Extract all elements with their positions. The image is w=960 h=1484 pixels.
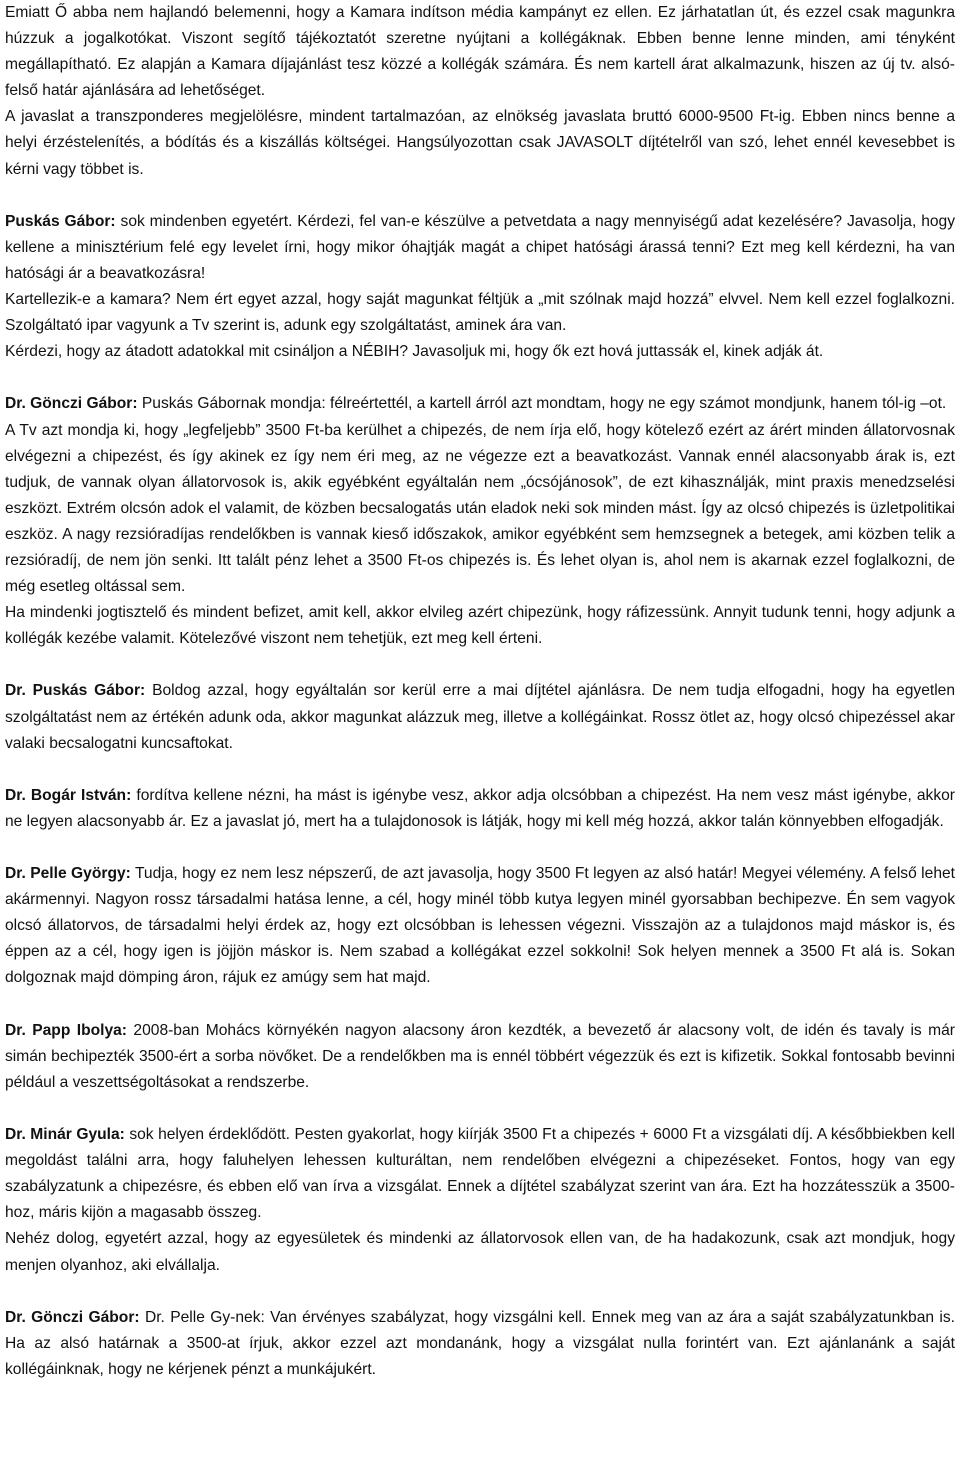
speaker-name: Dr. Bogár István:: [5, 786, 132, 804]
speaker-name: Dr. Gönczi Gábor:: [5, 1308, 140, 1326]
paragraph-spacer: [5, 757, 955, 783]
paragraph-text: 2008-ban Mohács környékén nagyon alacsony áron kezdték, a bevezető ár alacsony volt, de idén és tavaly is már simán bechipezték 3500-ért a sorba növőket. De a rendelőkben ma is ennél többért végezzük és ezt is kifizetik. Sokkal fontosabb bevinni például a veszettségoltásokat a rendszerbe.: [5, 1021, 956, 1091]
speaker-paragraph: [5, 209, 955, 287]
paragraph: [5, 287, 955, 339]
paragraph-text: A Tv azt mondja ki, hogy „legfeljebb” 3500 Ft-ba kerülhet a chipezés, de nem írja elő, hogy kötelező ezért az árért minden állatorvosnak elvégezni a chipezést, és így akinek ez így nem éri meg, az ne végezze ezt a beavatkozást. Vannak ennél alacsonyabb árak is, ezt tudjuk, de vannak olyan állatorvosok is, akik egyébként egyáltalán nem „ócsójánosok”, de ezt kihasználják, mint praxis menedzselési eszközt. Extrém olcsón adok el valamit, de közben becsalogatás után eladok neki sok minden mást. Így az olcsó chipezés is üzletpolitikai eszköz. A nagy rezsióradíjas rendelőkben is vannak kieső időszakok, amikor egyébként sem hemzsegnek a betegek, ami közben telik a rezsióradíj, de nem jön senki. Itt talált pénz lehet a 3500 Ft-os chipezés is. És lehet olyan is, ahol nem is akarnak ezzel foglalkozni, de még esetleg oltással sem.: [5, 421, 955, 596]
paragraph-text: Boldog azzal, hogy egyáltalán sor kerül erre a mai díjtétel ajánlásra. De nem tudja elfogadni, hogy ha egyetlen szolgáltatást nem az értékén adunk oda, akkor magunkat alázzuk meg, illetve a kollégáinkat. Rossz ötlet az, hogy olcsó chipezéssel akar valaki becsalogatni kuncsaftokat.: [5, 682, 956, 752]
speaker-paragraph: [5, 1018, 955, 1096]
paragraph-text: Emiatt Ő abba nem hajlandó belemenni, hogy a Kamara indítson média kampányt ez ellen. Ez járhatatlan út, és ezzel csak magunkra húzzuk a jogalkotókat. Viszont segítő tájékoztatót szeretne nyújtani a kollégáknak. Ebben benne lenne minden, ami tényként megállapítható. Ez alapján a Kamara díjajánlást tesz közzé a kollégák számára. És nem kartell árat alkalmazunk, hiszen az új tv. alsó-felső határ ajánlására ad lehetőséget.: [5, 4, 955, 100]
paragraph-text: Ha mindenki jogtisztelő és mindent befizet, amit kell, akkor elvileg azért chipezünk, hogy ráfizessünk. Annyit tudunk tenni, hogy adjunk a kollégák kezébe valamit. Kötelezővé viszont nem tehetjük, ezt meg kell érteni.: [5, 604, 955, 648]
paragraph: [5, 600, 955, 652]
paragraph-spacer: [5, 183, 955, 209]
speaker-paragraph: [5, 1122, 955, 1226]
speaker-name: Dr. Gönczi Gábor:: [5, 395, 138, 413]
speaker-paragraph: [5, 1305, 955, 1383]
paragraph-text: Kérdezi, hogy az átadott adatokkal mit csináljon a NÉBIH? Javasoljuk mi, hogy ők ezt hová juttassák el, kinek adják át.: [5, 343, 824, 361]
paragraph-spacer: [5, 992, 955, 1018]
speaker-paragraph: [5, 861, 955, 991]
speaker-name: Dr. Papp Ibolya:: [5, 1021, 128, 1039]
paragraph-spacer: [5, 1096, 955, 1122]
paragraph-text: fordítva kellene nézni, ha mást is igénybe vesz, akkor adja olcsóbban a chipezést. Ha nem vesz mást igénybe, akkor ne legyen alacsonyabb ár. Ez a javaslat jó, mert ha a tulajdonosok is látják, hogy mi kell még hozzá, akkor talán könnyebben elfogadják.: [5, 786, 955, 830]
document-page: [5, 0, 955, 1383]
paragraph-spacer: [5, 835, 955, 861]
paragraph: [5, 104, 955, 182]
paragraph-text: Nehéz dolog, egyetért azzal, hogy az egyesületek és mindenki az állatorvosok ellen van, de ha hadakozunk, csak azt mondjuk, hogy menjen olyanhoz, aki elvállalja.: [5, 1230, 955, 1274]
paragraph-spacer: [5, 652, 955, 678]
paragraph-text: sok helyen érdeklődött. Pesten gyakorlat, hogy kiírják 3500 Ft a chipezés + 6000 Ft a vizsgálati díj. A későbbiekben kell megoldást találni arra, hogy faluhelyen lehessen kulturáltan, nem rendelőben elvégezni a chipezéseket. Fontos, hogy van egy szabályzatunk a chipezésre, és ebben elő van írva a vizsgálat. Ennek a díjtétel szabályzat szerint van ára. Ezt ha hozzátesszük a 3500-hoz, máris kijön a magasabb összeg.: [5, 1126, 955, 1222]
speaker-paragraph: [5, 678, 955, 756]
paragraph-spacer: [5, 1279, 955, 1305]
speaker-paragraph: [5, 783, 955, 835]
paragraph-text: Dr. Pelle Gy-nek: Van érvényes szabályzat, hogy vizsgálni kell. Ennek meg van az ára a saját szabályzatunkban is. Ha az alsó határnak a 3500-at írjuk, akkor ezzel azt mondanánk, hogy a vizsgálat nulla forintért van. Ezt ajánlanánk a saját kollégáinknak, hogy ne kérjenek pénzt a munkájukért.: [5, 1308, 955, 1378]
speaker-name: Dr. Minár Gyula:: [5, 1126, 125, 1144]
speaker-paragraph: [5, 391, 955, 417]
paragraph: [5, 418, 955, 601]
paragraph: [5, 339, 955, 365]
paragraph: [5, 0, 955, 104]
paragraph-text: Kartellezik-e a kamara? Nem ért egyet azzal, hogy saját magunkat féltjük a „mit szólnak majd hozzá” elvvel. Nem kell ezzel foglalkozni. Szolgáltató ipar vagyunk a Tv szerint is, adunk egy szolgáltatást, aminek ára van.: [5, 291, 955, 335]
paragraph-text: Tudja, hogy ez nem lesz népszerű, de azt javasolja, hogy 3500 Ft legyen az alsó határ! Megyei vélemény. A felső lehet akármennyi. Nagyon rossz társadalmi hatása lenne, a cél, hogy minél több kutya legyen minél gyorsabban bechipezve. Én sem vagyok olcsó állatorvos, de társadalmi helyi érdek az, hogy ezt olcsóbban is lehessen végezni. Visszajön az a tulajdonos majd máskor is, és éppen az a cél, hogy igen is jöjjön máskor is. Nem szabad a kollégákat ezzel sokkolni! Sok helyen mennek a 3500 Ft alá is. Sokan dolgoznak majd dömping áron, rájuk ez amúgy sem hat majd.: [5, 865, 955, 987]
speaker-name: Puskás Gábor:: [5, 212, 116, 230]
paragraph: [5, 1226, 955, 1278]
paragraph-text: A javaslat a transzponderes megjelölésre, mindent tartalmazóan, az elnökség javaslata bruttó 6000-9500 Ft-ig. Ebben nincs benne a helyi érzéstelenítés, a bódítás és a kiszállás költségei. Hangsúlyozottan csak JAVASOLT díjtételről van szó, lehet ennél kevesebbet is kérni vagy többet is.: [5, 108, 955, 178]
speaker-name: Dr. Pelle György:: [5, 865, 131, 883]
paragraph-text: sok mindenben egyetért. Kérdezi, fel van-e készülve a petvetdata a nagy mennyiségű adat kezelésére? Javasolja, hogy kellene a minisztérium felé egy levelet írni, hogy mikor óhajtják magát a chipet hatósági árassá tenni? Ezt meg kell kérdezni, ha van hatósági ár a beavatkozásra!: [5, 212, 956, 282]
paragraph-spacer: [5, 365, 955, 391]
speaker-name: Dr. Puskás Gábor:: [5, 682, 146, 700]
paragraph-text: Puskás Gábornak mondja: félreértettél, a kartell árról azt mondtam, hogy ne egy számot mondjunk, hanem tól-ig –ot.: [137, 395, 947, 413]
